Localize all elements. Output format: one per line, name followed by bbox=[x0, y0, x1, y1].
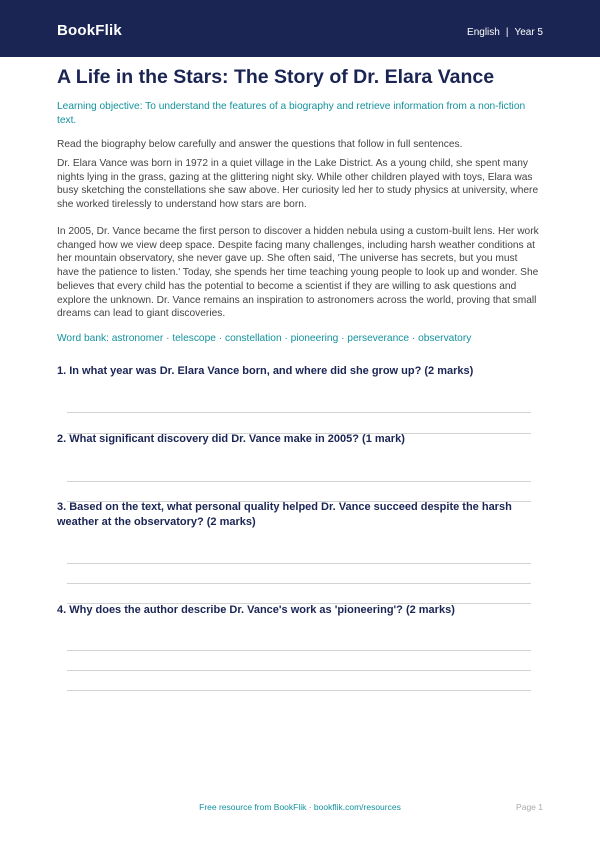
instruction-text: Read the biography below carefully and answer the questions that follow in full sentences. bbox=[57, 139, 463, 150]
site-header bbox=[0, 0, 600, 57]
brand-logo[interactable]: BookFlik bbox=[57, 22, 122, 39]
answer-line-q3[interactable] bbox=[67, 583, 531, 584]
question-1: 1. In what year was Dr. Elara Vance born, and where did she grow up? (2 marks) bbox=[57, 365, 474, 377]
page-title: A Life in the Stars: The Story of Dr. Elara Vance bbox=[57, 66, 495, 88]
answer-line-q2[interactable] bbox=[67, 501, 531, 502]
footer-credit[interactable]: Free resource from BookFlik · bookflik.com/resources bbox=[199, 802, 401, 812]
answer-line-q1[interactable] bbox=[67, 433, 531, 434]
word-bank: Word bank: astronomer · telescope · constellation · pioneering · perseverance · observatory bbox=[57, 333, 472, 344]
question-4: 4. Why does the author describe Dr. Vance's work as 'pioneering'? (2 marks) bbox=[57, 604, 455, 616]
biography-paragraph: Dr. Elara Vance was born in 1972 in a quiet village in the Lake District. As a young child, she spent many nights lying in the grass, gazing at the glittering night sky. While other children played with toys, Elara was busy sketching the constellations she saw above. Her curiosity led her to study physics at university, where she worked tirelessly to understand how stars are born. bbox=[57, 158, 539, 211]
page-number: Page 1 bbox=[516, 802, 543, 812]
answer-line-q1[interactable] bbox=[67, 412, 531, 413]
subject-label: English bbox=[467, 27, 500, 38]
header-meta bbox=[467, 27, 543, 38]
question-2: 2. What significant discovery did Dr. Vance make in 2005? (1 mark) bbox=[57, 433, 405, 445]
answer-line-q2[interactable] bbox=[67, 481, 531, 482]
answer-line-q3[interactable] bbox=[67, 603, 531, 604]
answer-line-q4[interactable] bbox=[67, 650, 531, 651]
answer-line-q4[interactable] bbox=[67, 690, 531, 691]
answer-line-q4[interactable] bbox=[67, 670, 531, 671]
biography-paragraph: In 2005, Dr. Vance became the first person to discover a hidden nebula using a custom-built lens. Her work changed how we view deep space. Despite facing many challenges, including harsh weather conditions at her mountain observatory, she never gave up. She often said, 'The universe has secrets, but you must have the patience to listen.' Today, she spends her time teaching young people to look up and wonder. She believes that every child has the potential to become a scientist if they are willing to ask questions and explore the unknown. Dr. Vance remains an inspiration to astronomers across the world, proving that small dreams can lead to giant discoveries. bbox=[57, 226, 539, 320]
meta-separator: | bbox=[505, 27, 509, 38]
answer-line-q3[interactable] bbox=[67, 563, 531, 564]
learning-objective: Learning objective: To understand the features of a biography and retrieve information from a non-fiction text. bbox=[57, 101, 526, 126]
question-3: 3. Based on the text, what personal quality helped Dr. Vance succeed despite the harsh weather at the observatory? (2 marks) bbox=[57, 501, 512, 528]
year-label: Year 5 bbox=[514, 27, 543, 38]
